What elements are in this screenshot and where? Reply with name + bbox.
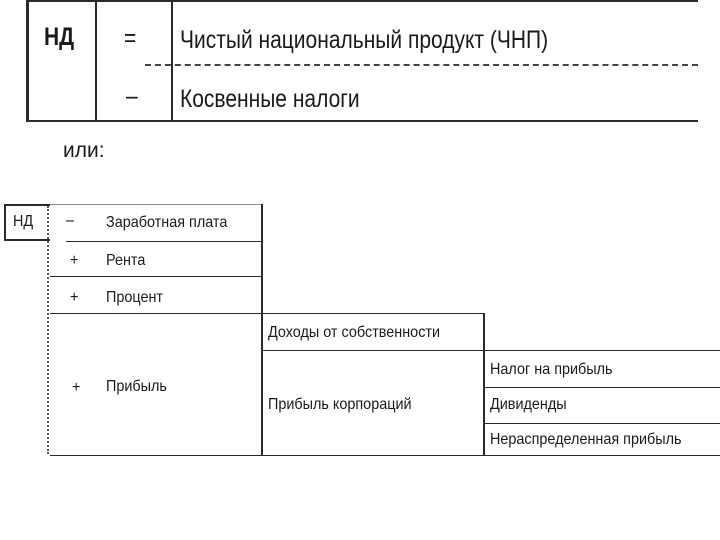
formula1-row-indirect-taxes: Косвенные налоги	[180, 85, 360, 113]
formula1-lhs-divider	[95, 0, 97, 122]
formula2-lhs-left	[4, 204, 6, 241]
formula2-top-line	[50, 204, 262, 205]
formula2-row-rent: Рента	[106, 252, 146, 269]
formula1-lhs: НД	[44, 23, 75, 51]
formula2-lhs-top	[4, 204, 50, 206]
formula1-op-divider	[171, 0, 173, 122]
formula2-lhs: НД	[13, 213, 34, 230]
formula2-retained-earnings: Нераспределенная прибыль	[490, 431, 682, 448]
formula2-dividends: Дивиденды	[490, 396, 567, 413]
formula2-row-profit: Прибыль	[106, 378, 167, 395]
formula1-bottom-border	[26, 120, 698, 122]
formula2-left-border	[47, 206, 49, 454]
formula2-profit-tax: Налог на прибыль	[490, 361, 613, 378]
formula1-op-equals: =	[124, 24, 137, 52]
formula2-bottom-line	[50, 455, 720, 456]
formula1-row-gnp: Чистый национальный продукт (ЧНП)	[180, 26, 549, 54]
formula2-op-1: +	[70, 252, 79, 269]
formula2-row-line-1	[66, 241, 261, 242]
formula2-corporate-profit: Прибыль корпораций	[268, 396, 412, 413]
formula2-property-income: Доходы от собственности	[268, 324, 441, 341]
connector-text: или:	[63, 139, 105, 162]
formula2-col2-line-mid	[263, 350, 720, 351]
formula2-row-line-2	[50, 276, 261, 277]
formula2-op-2: +	[70, 289, 79, 306]
formula2-lhs-bottom	[4, 239, 50, 241]
formula2-col1-right	[261, 204, 263, 456]
formula2-row-interest: Процент	[106, 289, 164, 306]
formula2-col3-line-2	[485, 423, 720, 424]
formula1-left-border	[26, 0, 29, 122]
formula1-top-border	[26, 0, 698, 2]
formula2-op-3: +	[72, 379, 81, 396]
formula2-row-wages: Заработная плата	[106, 214, 228, 231]
formula2-col3-line-1	[485, 387, 720, 388]
formula2-col2-right	[483, 313, 485, 456]
formula2-op-0: –	[66, 212, 75, 229]
formula1-row-divider	[145, 64, 698, 66]
formula2-row-line-3	[50, 313, 483, 314]
formula1-op-minus: –	[126, 82, 138, 110]
